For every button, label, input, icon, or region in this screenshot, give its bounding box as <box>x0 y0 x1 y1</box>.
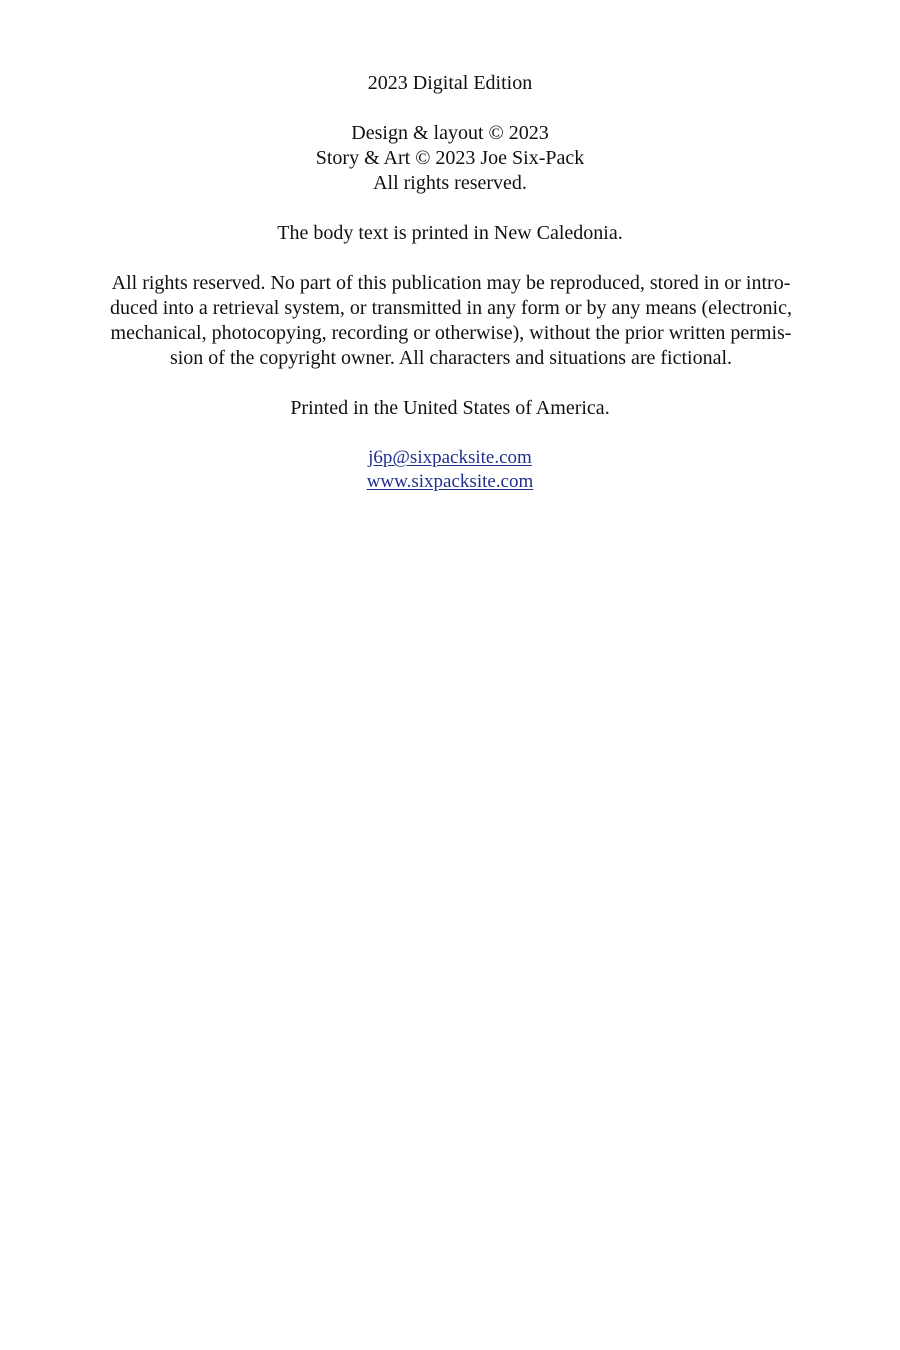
legal-line: sion of the copyright owner. All characters and situations are fictional. <box>169 347 733 369</box>
legal-line: duced into a retrieval system, or transmitted in any form or by any means (electronic, <box>109 297 792 319</box>
story-art-credit: Story & Art © 2023 Joe Six-Pack <box>315 147 585 169</box>
contact-links <box>0 446 900 494</box>
legal-notice <box>84 271 818 371</box>
legal-line: All rights reserved. No part of this publication may be reproduced, stored in or intro- <box>111 272 791 294</box>
credits-block <box>0 121 900 196</box>
edition-line: 2023 Digital Edition <box>367 72 533 94</box>
design-credit: Design & layout © 2023 <box>351 122 549 144</box>
typeface-note: The body text is printed in New Caledonia. <box>277 222 623 244</box>
website-link[interactable]: www.sixpacksite.com <box>366 471 534 492</box>
printed-in-line: Printed in the United States of America. <box>290 397 610 419</box>
rights-reserved: All rights reserved. <box>373 172 527 194</box>
email-link[interactable]: j6p@sixpacksite.com <box>368 447 532 468</box>
legal-line: mechanical, photocopying, recording or otherwise), without the prior written permis- <box>110 322 792 344</box>
